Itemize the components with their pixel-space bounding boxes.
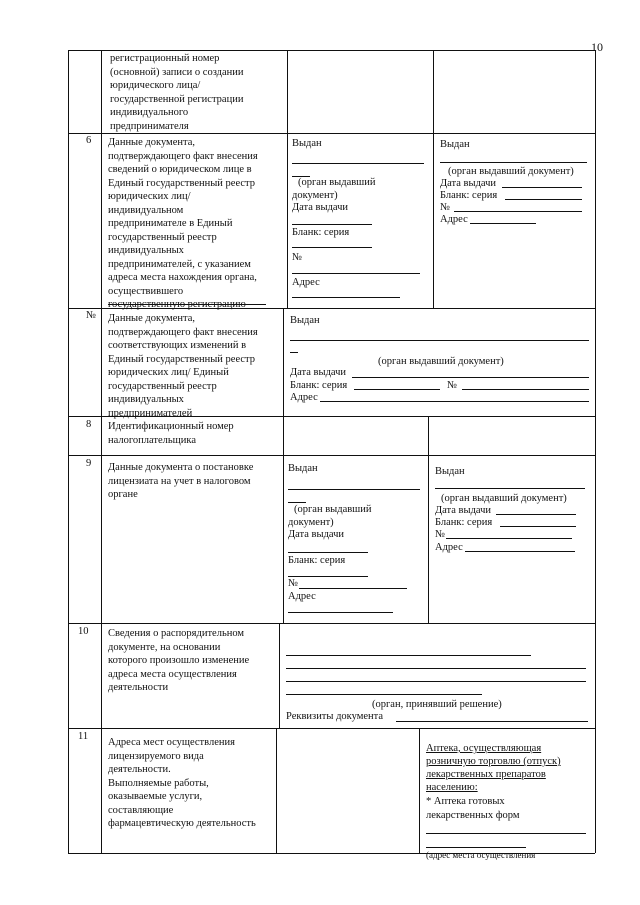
number-label: № [435,529,446,540]
fill-line [292,273,420,274]
document-requisites-label: Реквизиты документа [286,711,384,722]
text-underline [108,304,266,305]
row-description: Данные документа, подтверждающего факт внесения соответствующих изменений в Единый государственный реестр юридических лиц/ Единый государственный реестр индивидуальных предпринимателей [108,313,258,419]
fill-line [292,297,400,298]
issued-label: Выдан [435,466,465,477]
fill-line [290,352,298,353]
column-divider-value [279,623,280,728]
row-separator [68,623,595,624]
address-label: Адрес [288,591,316,602]
pharmacy-type-item: * Аптека готовых лекарственных форм [426,796,520,821]
row-description: Данные документа, подтверждающего факт внесения сведений о юридическом лице в Единый государственный реестр юридических лиц/ индивидуальном предпринимателе в Единый государственный реестр индивидуальных предпринимателей, с указанием адреса места нахождения органа, осуществившего государственную регистрацию [108,137,258,310]
column-divider-value [428,416,429,623]
issued-label: Выдан [290,315,320,326]
blank-series-label: Бланк: серия [292,227,350,238]
fill-line [292,224,372,225]
address-footer-caption: (адрес места осуществления [426,850,536,860]
address-label: Адрес [290,392,318,403]
row-description: Идентификационный номер налогоплательщика [108,421,234,446]
column-divider-number [101,50,102,853]
blank-series-label: Бланк: серия [290,380,348,391]
fill-line [426,833,586,834]
column-divider-value [287,50,288,308]
fill-line [454,211,582,212]
row-description: Адреса мест осуществления лицензируемого вида деятельности. Выполняемые работы, оказываемые услуги, составляющие фармацевтическую деятельность [108,737,256,829]
fill-line [396,721,588,722]
fill-line [462,389,589,390]
row-number: 10 [78,626,89,637]
number-label: № [292,252,303,263]
row-separator [68,133,595,134]
blank-series-label: Бланк: серия [440,190,498,201]
row-number: 9 [86,458,92,469]
column-divider-value [433,50,434,308]
row-number: 11 [78,731,89,742]
column-divider-value [419,728,420,853]
fill-line [426,847,526,848]
row-number: 6 [86,135,92,146]
fill-line [288,489,420,490]
fill-line [286,668,586,669]
address-label: Адрес [440,214,468,225]
issued-label: Выдан [440,139,470,150]
fill-line [505,199,582,200]
pharmacy-retail-heading: розничную торговлю (отпуск) [426,756,561,767]
blank-series-label: Бланк: серия [288,555,346,566]
fill-line [286,655,531,656]
issue-date-label: Дата выдачи [292,202,349,213]
table-border-left [68,50,69,853]
fill-line [465,551,575,552]
address-label: Адрес [435,542,463,553]
issuing-authority-caption: документ) [292,190,338,201]
column-divider-value [283,308,284,416]
fill-line [320,401,589,402]
fill-line [292,247,372,248]
issuing-authority-caption: (орган выдавший документ) [441,493,567,504]
table-border-top [68,50,595,51]
fill-line [446,538,572,539]
blank-series-label: Бланк: серия [435,517,493,528]
column-divider-value [283,416,284,623]
issue-date-label: Дата выдачи [440,178,497,189]
issue-date-label: Дата выдачи [290,367,347,378]
row-number: № [86,310,97,321]
fill-line [352,377,589,378]
row-separator [68,455,595,456]
pharmacy-retail-heading: лекарственных препаратов [426,769,546,780]
table-border-right [595,50,596,853]
address-label: Адрес [292,277,320,288]
fill-line [299,588,407,589]
issuing-authority-caption: (орган выдавший [294,504,372,515]
fill-line [288,576,368,577]
fill-line [502,187,582,188]
fill-line [290,340,589,341]
issued-label: Выдан [288,463,318,474]
issuing-authority-caption: документ) [288,517,334,528]
fill-line [288,612,393,613]
pharmacy-retail-heading: населению: [426,782,478,793]
number-label: № [288,578,299,589]
decision-authority-caption: (орган, принявший решение) [372,699,502,710]
issue-date-label: Дата выдачи [288,529,345,540]
fill-line [440,162,587,163]
pharmacy-retail-heading: Аптека, осуществляющая [426,743,542,754]
fill-line [286,694,482,695]
issuing-authority-caption: (орган выдавший документ) [378,356,504,367]
fill-line [292,163,424,164]
fill-line [500,526,576,527]
row-number: 8 [86,419,92,430]
issuing-authority-caption: (орган выдавший документ) [448,166,574,177]
fill-line [435,488,585,489]
page-number: 10 [591,40,603,54]
fill-line [286,681,586,682]
row-separator [68,728,595,729]
row-description: Данные документа о постановке лицензиата на учет в налоговом органе [108,462,254,500]
issued-label: Выдан [292,138,322,149]
fill-line [288,552,368,553]
issue-date-label: Дата выдачи [435,505,492,516]
row-continued-description: регистрационный номер (основной) записи о создании юридического лица/ государственной регистрации индивидуального предпринимателя [110,53,244,132]
number-label: № [447,380,458,391]
issuing-authority-caption: (орган выдавший [298,177,376,188]
row-description: Сведения о распорядительном документе, на основании которого произошло изменение адреса места осуществления деятельности [108,628,250,693]
number-label: № [440,202,451,213]
fill-line [354,389,440,390]
fill-line [470,223,536,224]
fill-line [496,514,576,515]
